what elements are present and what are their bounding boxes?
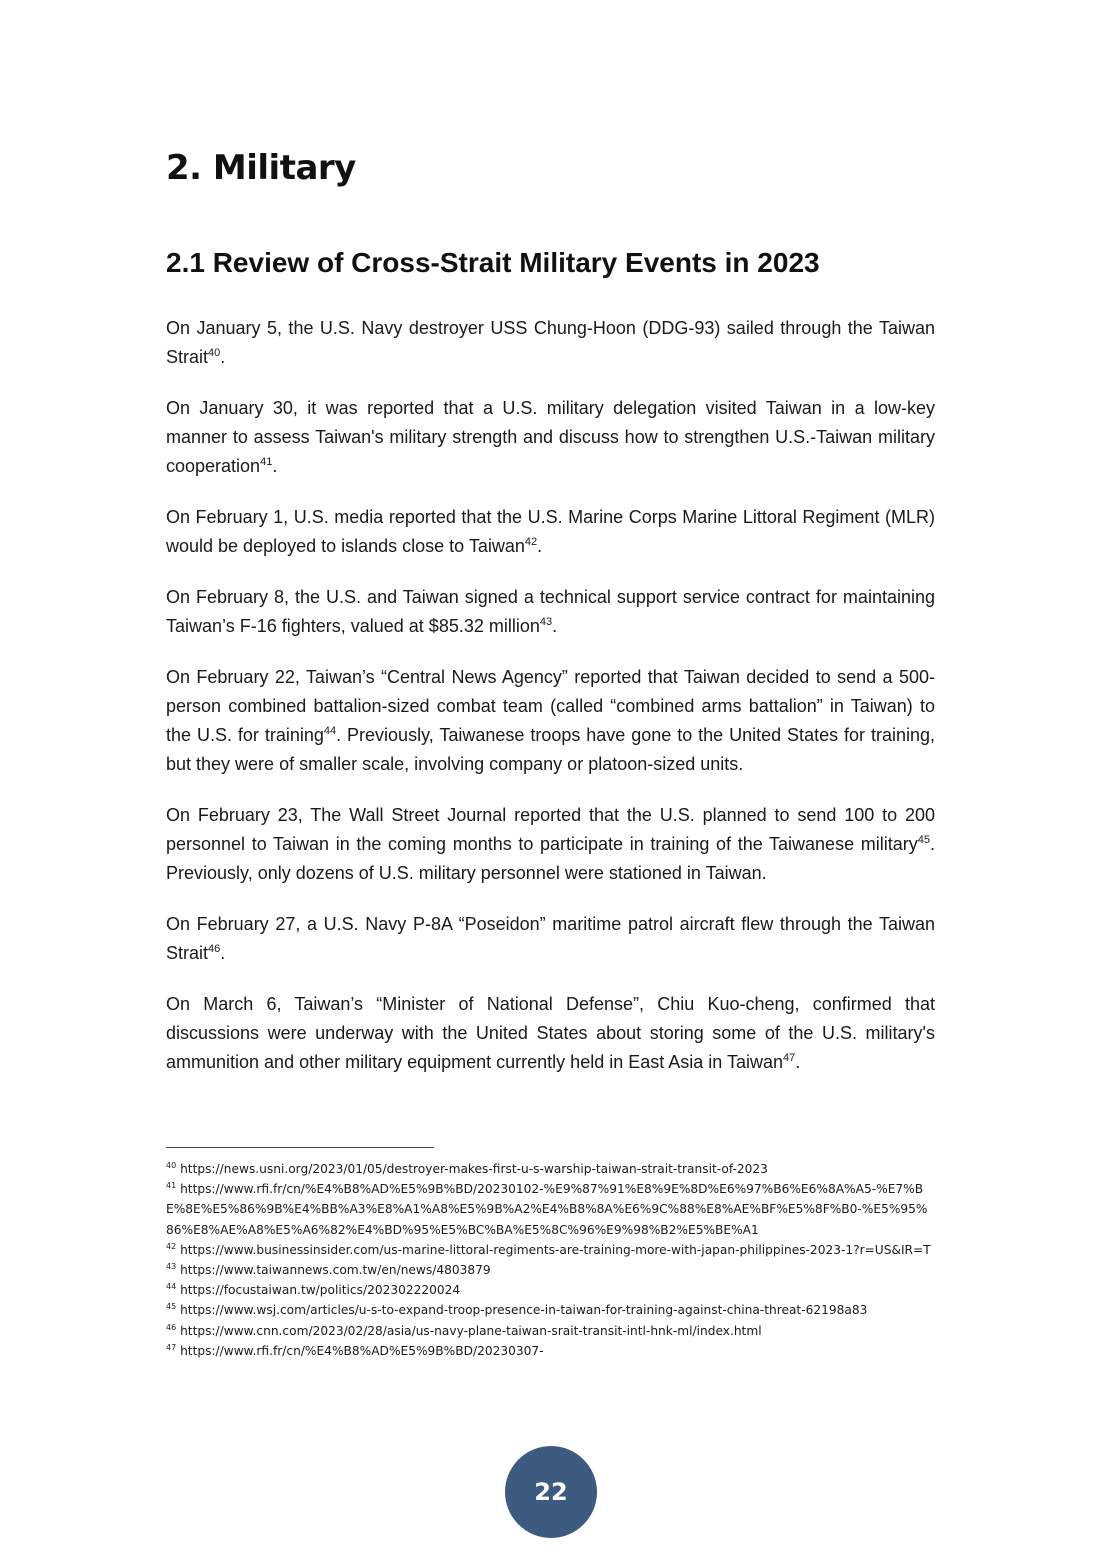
footnote-link[interactable]: https://www.wsj.com/articles/u-s-to-expand-troop-presence-in-taiwan-for-training-against-china-threat-62198a83 [180, 1303, 868, 1318]
paragraph: On March 6, Taiwan’s “Minister of National Defense”, Chiu Kuo-cheng, confirmed that discussions were underway with the United States about storing some of the U.S. military's ammunition and other military equipment currently held in East Asia in Taiwan$^{47}$. [166, 994, 935, 1072]
paragraph: On January 5, the U.S. Navy destroyer USS Chung-Hoon (DDG-93) sailed through the Taiwan Strait$^{40}$. [166, 318, 935, 367]
body-text [166, 314, 935, 1099]
footnote: $^{44}$ https://focustaiwan.tw/politics/202302220024 [166, 1282, 461, 1298]
footnote-link[interactable]: https://focustaiwan.tw/politics/202302220024 [180, 1283, 461, 1298]
footnote-link[interactable]: https://www.rfi.fr/cn/%E4%B8%AD%E5%9B%BD/20230102-%E9%87%91%E8%9E%8D%E6%97%B6%E6%8A%A5-%E7%BE%8E%E5%86%9B%E4%BB%A3%E8%A1%A8%E5%9B%A2%E4%B8%8A%E6%9C%88%E8%AE%BF%E5%8F%B0-%E5%95%86%E8%AE%A8%E5%A6%82%E4%BD%95%E5%BC%BA%E5%8C%96%E9%98%B2%E5%BE%A1 [166, 1182, 928, 1237]
footnote-ref[interactable]: 46 [208, 943, 221, 955]
footnote: $^{42}$ https://www.businessinsider.com/us-marine-littoral-regiments-are-training-more-with-japan-philippines-2023-1?r=US&IR=T [166, 1241, 931, 1257]
footnote-link[interactable]: https://www.taiwannews.com.tw/en/news/4803879 [180, 1263, 491, 1278]
section-title: 2.1 Review of Cross-Strait Military Events in 2023 [166, 247, 820, 278]
footnote-ref[interactable]: 41 [260, 456, 273, 468]
paragraph: On February 22, Taiwan’s “Central News Agency” reported that Taiwan decided to send a 500-person combined battalion-sized combat team (called “combined arms battalion” in Taiwan) to the U.S. for training$^{44}$. Previously, Taiwanese troops have gone to the United States for training, but they were of smaller scale, involving company or platoon-sized units. [166, 667, 935, 774]
paragraph: On January 30, it was reported that a U.S. military delegation visited Taiwan in a low-key manner to assess Taiwan's military strength and discuss how to strengthen U.S.-Taiwan military cooperation$^{41}$. [166, 398, 935, 476]
footnote-ref[interactable]: 43 [539, 616, 553, 628]
page-number-badge [505, 1446, 597, 1538]
footnote-link[interactable]: https://www.rfi.fr/cn/%E4%B8%AD%E5%9B%BD/20230307- [180, 1343, 544, 1358]
footnote-ref[interactable]: 45 [917, 834, 930, 846]
page-number: 22 [534, 1478, 568, 1506]
footnote-ref[interactable]: 42 [524, 536, 538, 548]
footnote: $^{43}$ https://www.taiwannews.com.tw/en/news/4803879 [166, 1262, 491, 1278]
paragraph: On February 27, a U.S. Navy P-8A “Poseidon” maritime patrol aircraft flew through the Taiwan Strait$^{46}$. [166, 914, 935, 963]
footnote: $^{45}$ https://www.wsj.com/articles/u-s-to-expand-troop-presence-in-taiwan-for-training-against-china-threat-62198a83 [166, 1302, 868, 1318]
paragraph: On February 1, U.S. media reported that the U.S. Marine Corps Marine Littoral Regiment (MLR) would be deployed to islands close to Taiwan$^{42}$. [166, 507, 935, 556]
paragraph: On February 23, The Wall Street Journal reported that the U.S. planned to send 100 to 200 personnel to Taiwan in the coming months to participate in training of the Taiwanese military$^{45}$. Previously, only dozens of U.S. military personnel were stationed in Taiwan. [166, 805, 935, 883]
footnote: $^{46}$ https://www.cnn.com/2023/02/28/asia/us-navy-plane-taiwan-srait-transit-intl-hnk-ml/index.html [166, 1322, 762, 1338]
footnotes [166, 1159, 935, 1361]
footnote-link[interactable]: https://www.cnn.com/2023/02/28/asia/us-navy-plane-taiwan-srait-transit-intl-hnk-ml/index.html [180, 1323, 762, 1338]
footnote-link[interactable]: https://news.usni.org/2023/01/05/destroyer-makes-first-u-s-warship-taiwan-strait-transit-of-2023 [180, 1162, 768, 1176]
footnote-separator [166, 1147, 434, 1148]
footnote-ref[interactable]: 40 [208, 347, 221, 359]
paragraph: On February 8, the U.S. and Taiwan signed a technical support service contract for maintaining Taiwan’s F-16 fighters, valued at $85.32 million$^{43}$. [166, 587, 935, 636]
footnote-ref[interactable]: 47 [782, 1052, 796, 1064]
footnote-link[interactable]: https://www.businessinsider.com/us-marine-littoral-regiments-are-training-more-with-japan-philippines-2023-1?r=US&IR=T [180, 1242, 931, 1257]
footnote: $^{47}$ https://www.rfi.fr/cn/%E4%B8%AD%E5%9B%BD/20230307- [166, 1342, 544, 1358]
footnote: $^{40}$ https://news.usni.org/2023/01/05/destroyer-makes-first-u-s-warship-taiwan-strait-transit-of-2023 [166, 1161, 768, 1176]
footnote: $^{41}$ https://www.rfi.fr/cn/%E4%B8%AD%E5%9B%BD/20230102-%E9%87%91%E8%9E%8D%E6%97%B6%E6%8A%A5-%E7%BE%8E%E5%86%9B%E4%BB%A3%E8%A1%A8%E5%9B%A2%E4%B8%8A%E6%9C%88%E8%AE%BF%E5%8F%B0-%E5%95%86%E8%AE%A8%E5%A6%82%E4%BD%95%E5%BC%BA%E5%8C%96%E9%98%B2%E5%BE%A1 [166, 1181, 928, 1237]
footnote-ref[interactable]: 44 [323, 725, 337, 737]
chapter-title: 2. Military [166, 148, 356, 188]
